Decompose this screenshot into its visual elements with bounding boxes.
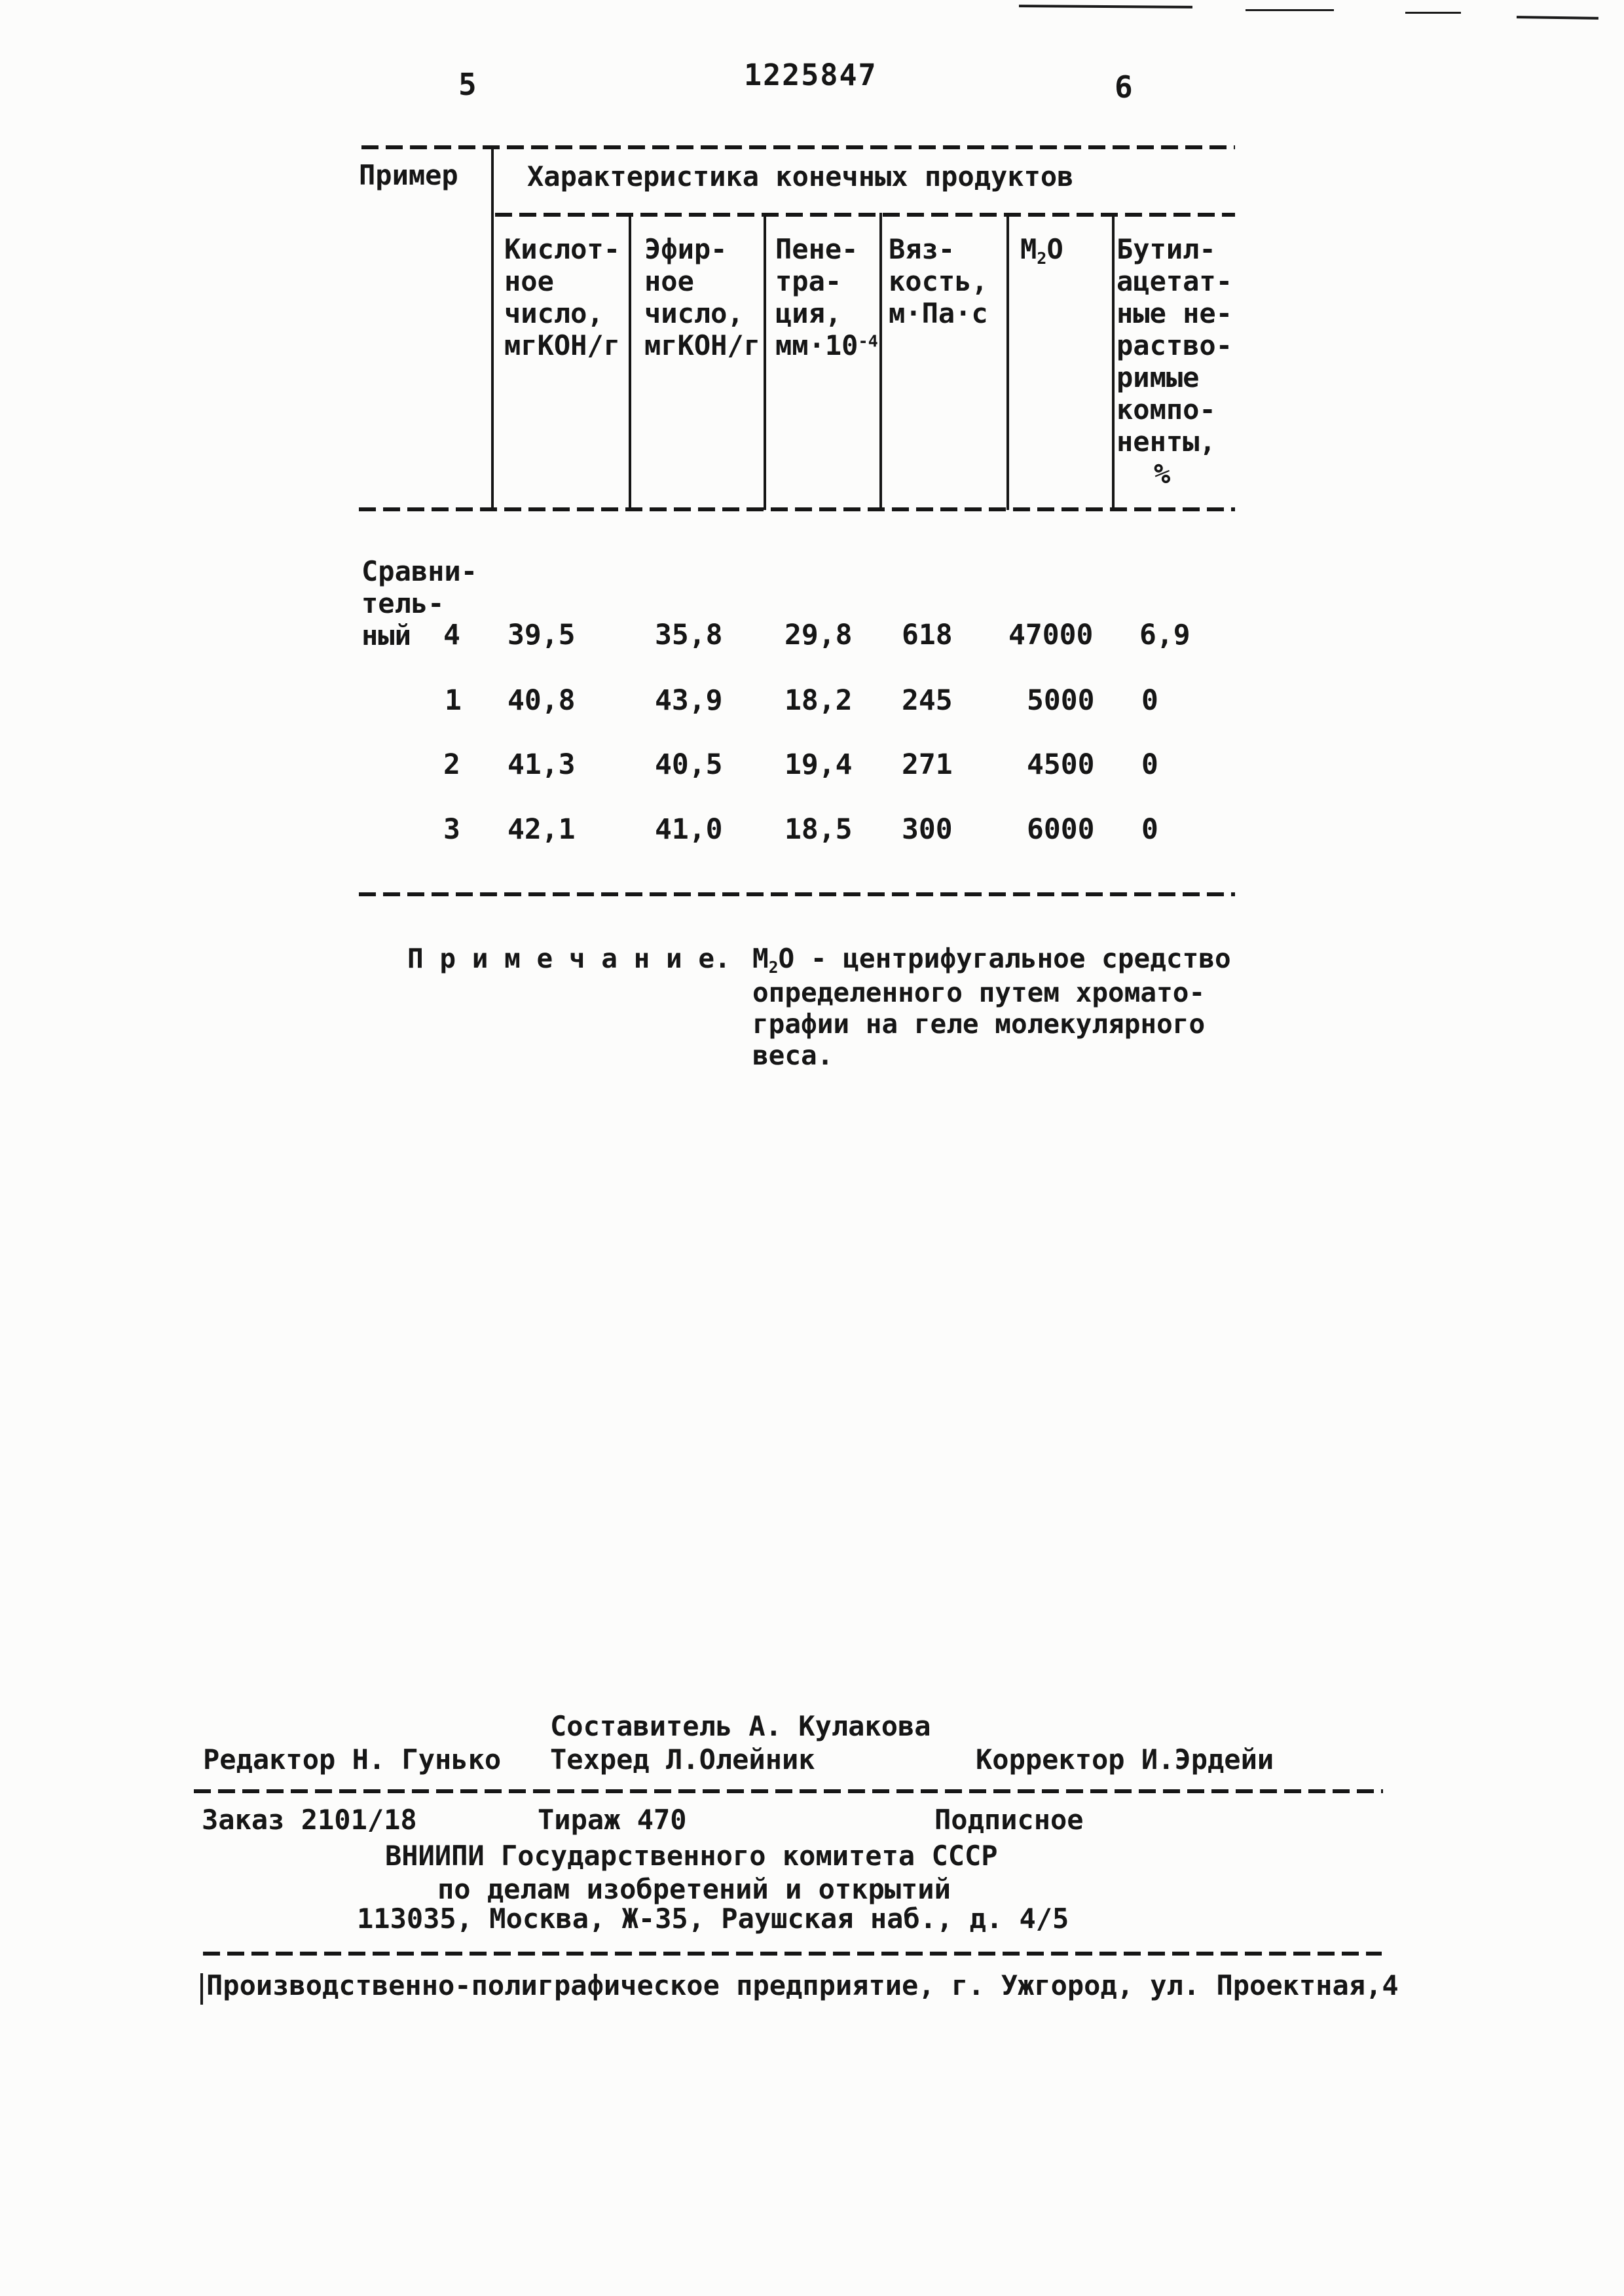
footer-divider-line [203, 1952, 1382, 1956]
table-corner-header: Пример [359, 159, 458, 191]
table-corner-divider-line [491, 145, 494, 510]
cell-value: 6,9 [1139, 619, 1190, 651]
cell-value: 39,5 [507, 619, 576, 651]
table-group-header: Характеристика конечных продуктов [527, 160, 1074, 192]
cell-value: 29,8 [784, 619, 853, 651]
column-header-line: раство- [1116, 329, 1233, 361]
column-header-line: число, [504, 297, 604, 329]
footer-production-line: Производственно-полиграфическое предприятие, г. Ужгород, ул. Проектная,4 [206, 1969, 1399, 2001]
column-header-line: Кислот- [504, 233, 621, 265]
scan-artifact-bracket [200, 1973, 203, 2005]
column-header-ester-number [644, 233, 760, 361]
note-line: графии на геле молекулярного [752, 1008, 1206, 1040]
column-header-line: % [1154, 458, 1171, 490]
column-header-line: Вяз- [889, 233, 955, 265]
column-header-m2o [1020, 233, 1063, 268]
scan-artifact-streak [1517, 16, 1598, 20]
formula-base: М [1020, 233, 1037, 265]
patent-number: 1225847 [744, 58, 877, 92]
example-number: 3 [443, 813, 460, 846]
column-header-line: Бутил- [1116, 233, 1216, 265]
column-header-line: Эфир- [644, 233, 728, 265]
column-header-butyl-acetate [1116, 233, 1232, 490]
footer-vniipi-line: по делам изобретений и открытий [437, 1873, 951, 1905]
column-header-line: число, [644, 297, 744, 329]
table-group-divider [495, 213, 1235, 217]
note-line: веса. [752, 1040, 834, 1071]
scan-artifact-streak [1019, 5, 1192, 9]
footer-techred: Техред Л.Олейник [550, 1743, 815, 1776]
example-number: 1 [445, 684, 462, 717]
footer-address-line: 113035, Москва, Ж-35, Раушская наб., д. 4/5 [357, 1903, 1069, 1935]
column-header-acid-number [504, 233, 620, 361]
footer-editor: Редактор Н. Гунько [203, 1743, 502, 1776]
formula-subscript: 2 [1037, 249, 1047, 268]
cell-value: 41,3 [507, 748, 576, 781]
cell-value: 0 [1141, 813, 1158, 846]
table-column-divider-line [879, 213, 882, 510]
table-column-divider-line [764, 213, 766, 510]
table-column-divider-line [1006, 213, 1009, 510]
cell-value: 40,5 [655, 748, 723, 781]
cell-value: 40,8 [507, 684, 576, 717]
footer-subscription: Подписное [934, 1804, 1084, 1836]
column-header-line: мгКОН/г [644, 329, 761, 361]
cell-value: 47000 [1008, 619, 1094, 651]
cell-value: 41,0 [655, 813, 723, 846]
cell-value: 0 [1141, 748, 1158, 781]
column-header-line: ацетат- [1116, 265, 1233, 297]
column-header-line: римые [1116, 361, 1200, 393]
cell-value: 245 [902, 684, 953, 717]
row-label-line: Сравни- [361, 555, 478, 587]
example-number: 4 [443, 619, 460, 651]
cell-value: 5000 [1027, 684, 1095, 717]
cell-value: 18,5 [784, 813, 853, 846]
column-header-line: ное [644, 265, 694, 297]
note-line: определенного путем хромато- [752, 977, 1206, 1008]
note-line [752, 943, 1231, 977]
footer-print-run: Тираж 470 [538, 1804, 687, 1836]
unit-exponent: -4 [858, 331, 878, 351]
scan-artifact-streak [1405, 12, 1461, 14]
note-line-text: - центрифугальное средство [794, 943, 1231, 974]
column-header-viscosity [889, 233, 988, 329]
cell-value: 0 [1141, 684, 1158, 717]
cell-value: 271 [902, 748, 953, 781]
column-header-penetration [775, 233, 878, 361]
column-header-line: ция, [775, 297, 842, 329]
cell-value: 18,2 [784, 684, 853, 717]
formula-base: М [752, 943, 769, 974]
row-label-line: ный [361, 619, 411, 651]
table-bottom-border [359, 892, 1235, 896]
cell-value: 6000 [1027, 813, 1095, 846]
cell-value: 618 [902, 619, 953, 651]
cell-value: 300 [902, 813, 953, 846]
cell-value: 35,8 [655, 619, 723, 651]
row-label-line: тель- [361, 587, 445, 619]
note-label: П р и м е ч а н и е. [407, 943, 731, 974]
formula-subscript: 2 [768, 957, 779, 977]
column-header-line: Пене- [775, 233, 858, 265]
table-column-divider-line [1112, 213, 1115, 510]
column-header-unit [775, 329, 878, 361]
footer-compiler: Составитель А. Кулакова [550, 1710, 931, 1742]
column-header-line: ное [504, 265, 554, 297]
footer-divider-line [194, 1789, 1383, 1793]
column-header-line: тра- [775, 265, 842, 297]
cell-value: 4500 [1027, 748, 1095, 781]
footer-order-number: Заказ 2101/18 [202, 1804, 417, 1836]
page-number-left: 5 [458, 67, 477, 102]
table-column-divider-line [629, 213, 631, 510]
column-header-line: компо- [1116, 393, 1216, 426]
footer-vniipi-line: ВНИИПИ Государственного комитета СССР [385, 1840, 998, 1872]
column-header-line: кость, [889, 265, 988, 297]
cell-value: 42,1 [507, 813, 576, 846]
column-header-line: м·Па·с [889, 297, 988, 329]
footer-corrector: Корректор И.Эрдейи [976, 1743, 1274, 1776]
unit-base: мм·10 [775, 329, 858, 361]
formula-tail: О [1046, 233, 1063, 265]
scan-artifact-streak [1246, 9, 1334, 11]
column-header-line: мгКОН/г [504, 329, 621, 361]
column-header-line: ненты, [1116, 426, 1216, 458]
cell-value: 43,9 [655, 684, 723, 717]
table-header-bottom-border [359, 507, 1235, 511]
page-number-right: 6 [1115, 69, 1133, 105]
formula-tail: О [778, 943, 795, 974]
column-header-line: ные не- [1116, 297, 1233, 329]
example-number: 2 [443, 748, 460, 781]
cell-value: 19,4 [784, 748, 853, 781]
